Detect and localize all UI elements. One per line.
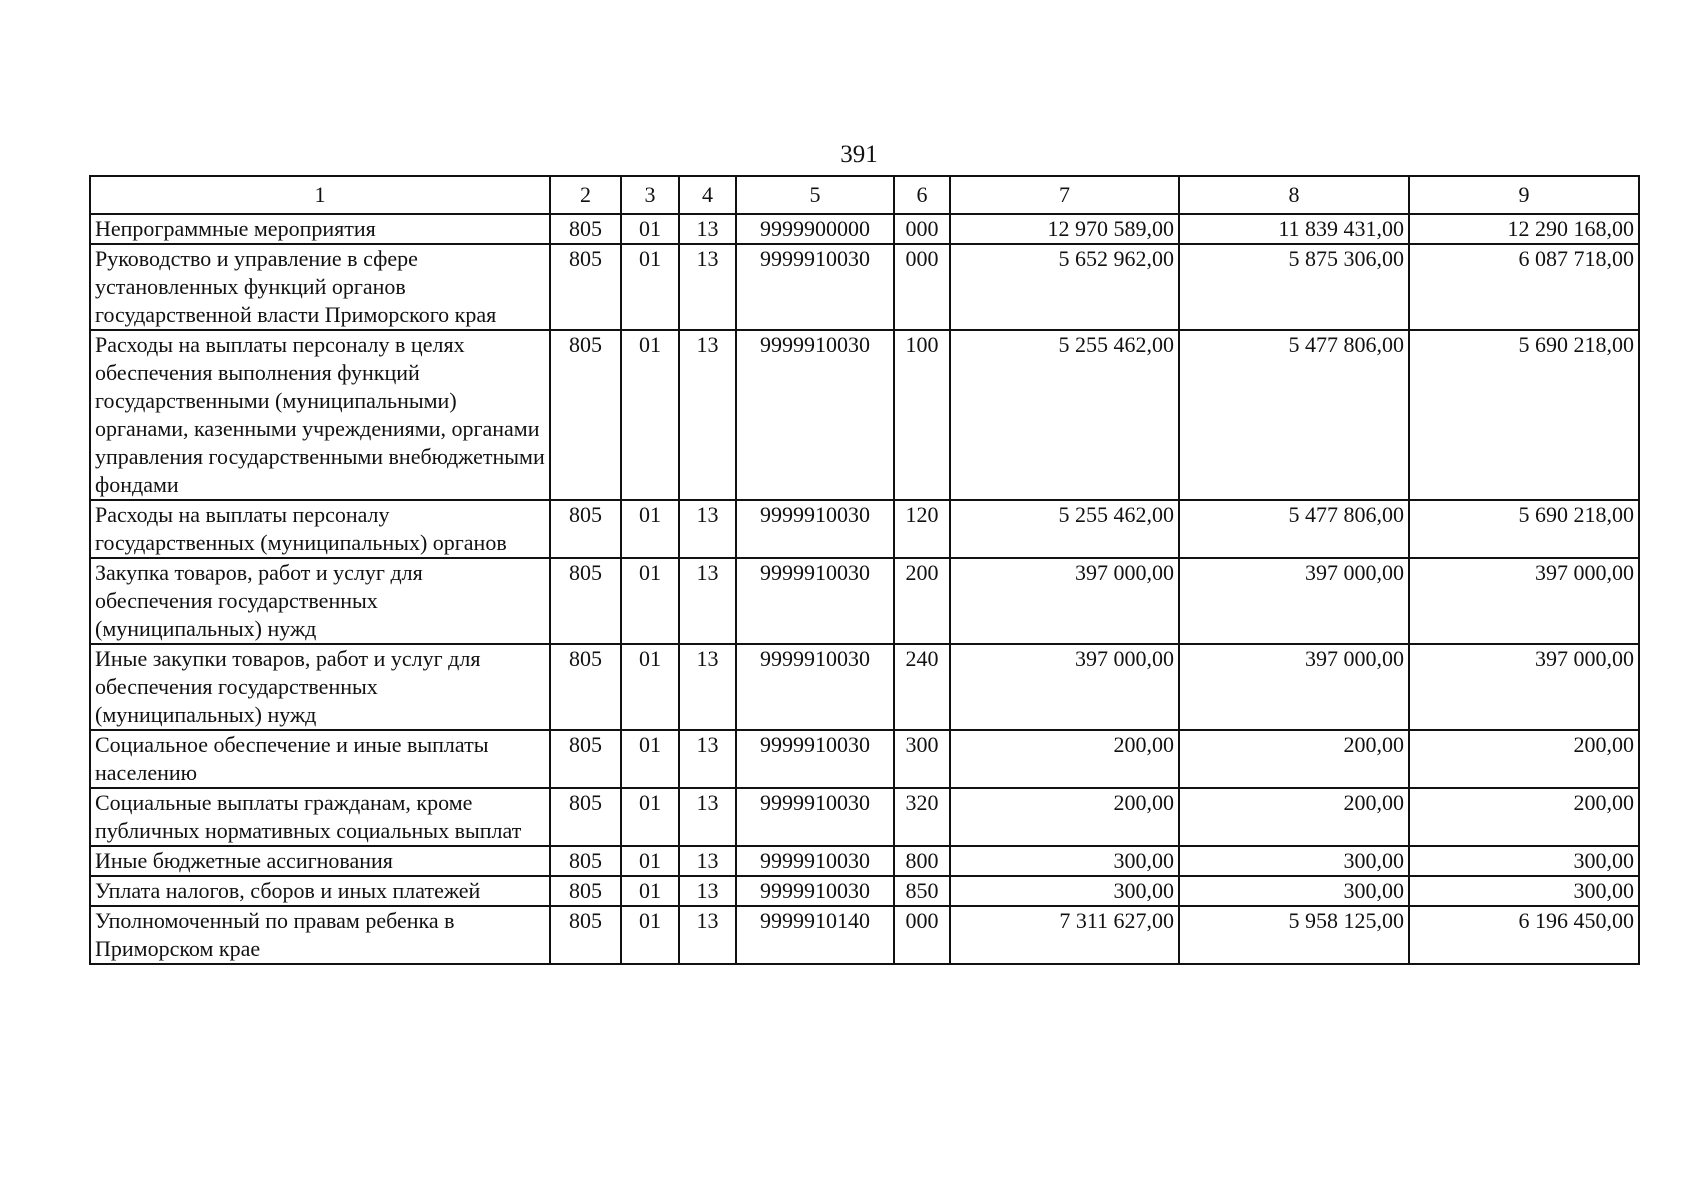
- table-row: [90, 214, 1639, 244]
- code-cell-4: 13: [679, 644, 736, 730]
- amount-cell-9: 5 690 218,00: [1409, 500, 1639, 558]
- column-header: 7: [950, 176, 1179, 214]
- code-cell-3: 01: [621, 876, 679, 906]
- code-cell-5: 9999910140: [736, 906, 894, 964]
- code-cell-4: 13: [679, 558, 736, 644]
- row-name-cell: Иные бюджетные ассигнования: [90, 846, 550, 876]
- amount-cell-8: 5 875 306,00: [1179, 244, 1409, 330]
- amount-cell-9: 397 000,00: [1409, 644, 1639, 730]
- column-header: 1: [90, 176, 550, 214]
- code-cell-2: 805: [550, 244, 621, 330]
- amount-cell-9: 6 196 450,00: [1409, 906, 1639, 964]
- code-cell-6: 100: [894, 330, 950, 500]
- code-cell-3: 01: [621, 330, 679, 500]
- amount-cell-7: 397 000,00: [950, 644, 1179, 730]
- amount-cell-8: 5 958 125,00: [1179, 906, 1409, 964]
- row-name-cell: Непрограммные мероприятия: [90, 214, 550, 244]
- amount-cell-7: 12 970 589,00: [950, 214, 1179, 244]
- amount-cell-9: 12 290 168,00: [1409, 214, 1639, 244]
- amount-cell-7: 397 000,00: [950, 558, 1179, 644]
- row-name-cell: Уполномоченный по правам ребенка в Приморском крае: [90, 906, 550, 964]
- amount-cell-8: 397 000,00: [1179, 644, 1409, 730]
- code-cell-5: 9999910030: [736, 788, 894, 846]
- code-cell-6: 200: [894, 558, 950, 644]
- code-cell-2: 805: [550, 906, 621, 964]
- amount-cell-8: 200,00: [1179, 730, 1409, 788]
- code-cell-2: 805: [550, 500, 621, 558]
- code-cell-3: 01: [621, 788, 679, 846]
- row-name-cell: Иные закупки товаров, работ и услуг для обеспечения государственных (муниципальных) нужд: [90, 644, 550, 730]
- amount-cell-9: 200,00: [1409, 788, 1639, 846]
- row-name-cell: Уплата налогов, сборов и иных платежей: [90, 876, 550, 906]
- code-cell-6: 120: [894, 500, 950, 558]
- column-header: 6: [894, 176, 950, 214]
- code-cell-6: 000: [894, 906, 950, 964]
- amount-cell-9: 300,00: [1409, 876, 1639, 906]
- code-cell-4: 13: [679, 846, 736, 876]
- amount-cell-8: 300,00: [1179, 876, 1409, 906]
- code-cell-5: 9999910030: [736, 876, 894, 906]
- amount-cell-9: 6 087 718,00: [1409, 244, 1639, 330]
- code-cell-4: 13: [679, 214, 736, 244]
- code-cell-2: 805: [550, 558, 621, 644]
- amount-cell-7: 300,00: [950, 876, 1179, 906]
- code-cell-2: 805: [550, 330, 621, 500]
- amount-cell-7: 5 255 462,00: [950, 330, 1179, 500]
- column-header: 9: [1409, 176, 1639, 214]
- amount-cell-9: 5 690 218,00: [1409, 330, 1639, 500]
- code-cell-3: 01: [621, 730, 679, 788]
- code-cell-6: 240: [894, 644, 950, 730]
- row-name-cell: Закупка товаров, работ и услуг для обеспечения государственных (муниципальных) нужд: [90, 558, 550, 644]
- amount-cell-8: 5 477 806,00: [1179, 330, 1409, 500]
- code-cell-6: 800: [894, 846, 950, 876]
- code-cell-5: 9999910030: [736, 330, 894, 500]
- code-cell-2: 805: [550, 730, 621, 788]
- code-cell-6: 000: [894, 214, 950, 244]
- budget-table: [89, 175, 1640, 965]
- row-name-cell: Социальные выплаты гражданам, кроме публичных нормативных социальных выплат: [90, 788, 550, 846]
- table-row: [90, 730, 1639, 788]
- code-cell-5: 9999900000: [736, 214, 894, 244]
- table-row: [90, 244, 1639, 330]
- amount-cell-8: 200,00: [1179, 788, 1409, 846]
- code-cell-3: 01: [621, 500, 679, 558]
- amount-cell-9: 300,00: [1409, 846, 1639, 876]
- amount-cell-7: 5 652 962,00: [950, 244, 1179, 330]
- page-number: 391: [840, 141, 878, 168]
- amount-cell-9: 397 000,00: [1409, 558, 1639, 644]
- code-cell-4: 13: [679, 730, 736, 788]
- code-cell-4: 13: [679, 330, 736, 500]
- code-cell-3: 01: [621, 244, 679, 330]
- code-cell-2: 805: [550, 214, 621, 244]
- code-cell-6: 320: [894, 788, 950, 846]
- column-header: 5: [736, 176, 894, 214]
- code-cell-3: 01: [621, 846, 679, 876]
- table-row: [90, 846, 1639, 876]
- code-cell-6: 000: [894, 244, 950, 330]
- column-header: 2: [550, 176, 621, 214]
- code-cell-4: 13: [679, 788, 736, 846]
- amount-cell-8: 5 477 806,00: [1179, 500, 1409, 558]
- code-cell-4: 13: [679, 906, 736, 964]
- column-header: 8: [1179, 176, 1409, 214]
- row-name-cell: Социальное обеспечение и иные выплаты населению: [90, 730, 550, 788]
- amount-cell-7: 5 255 462,00: [950, 500, 1179, 558]
- row-name-cell: Расходы на выплаты персоналу в целях обеспечения выполнения функций государственными (муниципальными) органами, казенными учреждениями, органами управления государственными внебюджетными фондами: [90, 330, 550, 500]
- amount-cell-7: 300,00: [950, 846, 1179, 876]
- table-row: [90, 558, 1639, 644]
- code-cell-5: 9999910030: [736, 558, 894, 644]
- code-cell-5: 9999910030: [736, 244, 894, 330]
- table-row: [90, 500, 1639, 558]
- code-cell-4: 13: [679, 876, 736, 906]
- amount-cell-8: 397 000,00: [1179, 558, 1409, 644]
- table-body: [90, 176, 1639, 964]
- amount-cell-7: 200,00: [950, 730, 1179, 788]
- code-cell-2: 805: [550, 644, 621, 730]
- code-cell-6: 300: [894, 730, 950, 788]
- table-row: [90, 906, 1639, 964]
- code-cell-3: 01: [621, 644, 679, 730]
- code-cell-2: 805: [550, 846, 621, 876]
- code-cell-3: 01: [621, 906, 679, 964]
- table-row: [90, 876, 1639, 906]
- row-name-cell: Расходы на выплаты персоналу государственных (муниципальных) органов: [90, 500, 550, 558]
- code-cell-3: 01: [621, 558, 679, 644]
- row-name-cell: Руководство и управление в сфере установленных функций органов государственной власти Приморского края: [90, 244, 550, 330]
- code-cell-5: 9999910030: [736, 644, 894, 730]
- code-cell-6: 850: [894, 876, 950, 906]
- column-header: 4: [679, 176, 736, 214]
- table-row: [90, 788, 1639, 846]
- code-cell-5: 9999910030: [736, 846, 894, 876]
- amount-cell-7: 200,00: [950, 788, 1179, 846]
- code-cell-4: 13: [679, 500, 736, 558]
- code-cell-5: 9999910030: [736, 730, 894, 788]
- table-row: [90, 644, 1639, 730]
- amount-cell-9: 200,00: [1409, 730, 1639, 788]
- column-header: 3: [621, 176, 679, 214]
- code-cell-2: 805: [550, 788, 621, 846]
- code-cell-5: 9999910030: [736, 500, 894, 558]
- code-cell-3: 01: [621, 214, 679, 244]
- table-header-row: [90, 176, 1639, 214]
- amount-cell-8: 11 839 431,00: [1179, 214, 1409, 244]
- code-cell-2: 805: [550, 876, 621, 906]
- table-row: [90, 330, 1639, 500]
- code-cell-4: 13: [679, 244, 736, 330]
- amount-cell-7: 7 311 627,00: [950, 906, 1179, 964]
- amount-cell-8: 300,00: [1179, 846, 1409, 876]
